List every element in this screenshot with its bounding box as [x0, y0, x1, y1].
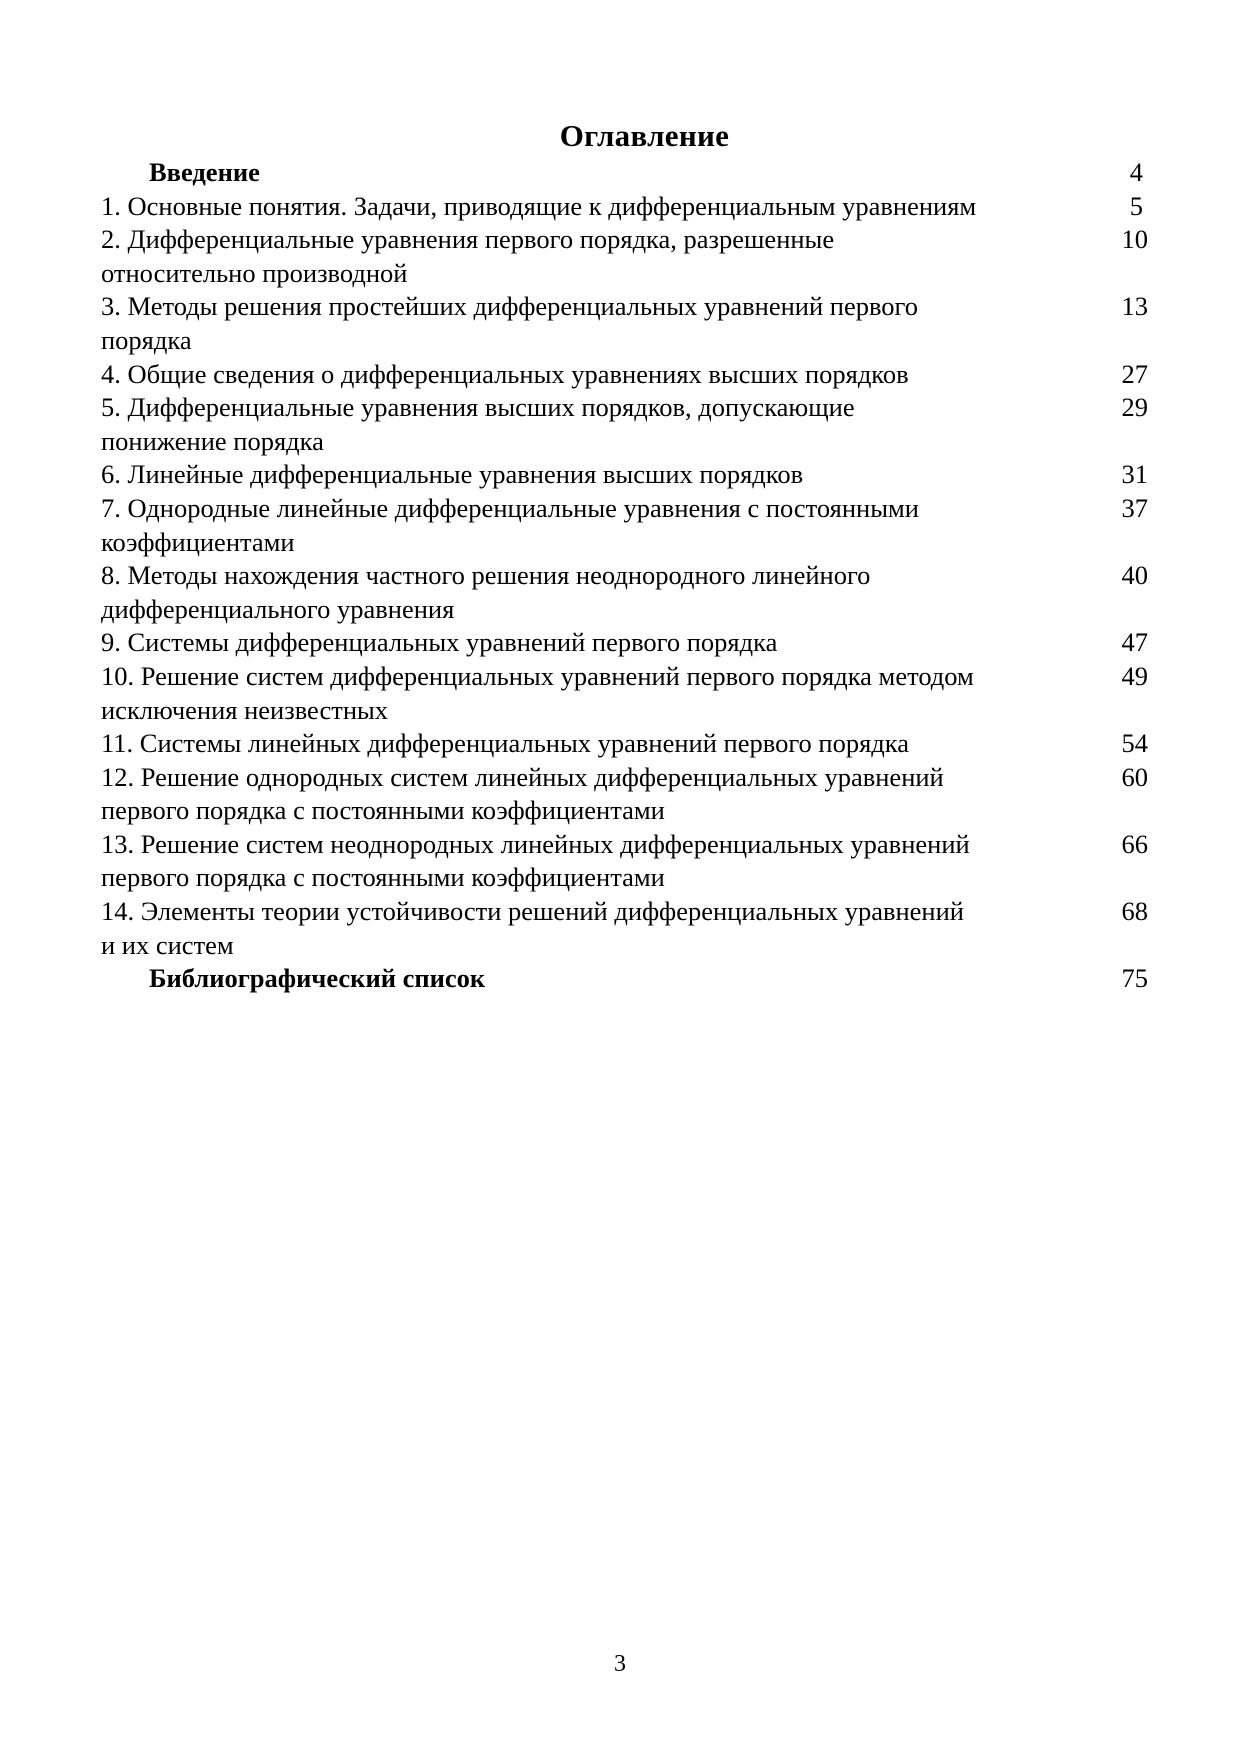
toc-entry-8 [0, 559, 1240, 626]
toc-entry-title: 5. Дифференциальные уравнения высших порядков, допускающие понижение порядка [101, 392, 855, 456]
toc-entry-title: 6. Линейные дифференциальные уравнения высших порядков [101, 459, 804, 490]
toc-entry-5 [0, 391, 1240, 458]
toc-entry-page: 31 [1121, 459, 1148, 490]
toc-entry-1 [0, 190, 1240, 224]
toc-entry-title: 7. Однородные линейные дифференциальные уравнения с постоянными коэффициентами [101, 492, 919, 557]
toc-list [0, 156, 1240, 996]
toc-entry-11 [0, 727, 1240, 761]
toc-entry-page: 75 [1121, 963, 1148, 994]
toc-entry-page: 40 [1121, 560, 1148, 591]
toc-entry-page: 54 [1121, 728, 1148, 759]
toc-entry-page: 49 [1121, 660, 1148, 691]
toc-entry-3 [0, 290, 1240, 357]
toc-entry-bibliography [0, 962, 1240, 996]
toc-entry-title: 11. Системы линейных дифференциальных уравнений первого порядка [101, 728, 909, 759]
toc-entry-page: 66 [1121, 828, 1148, 859]
toc-entry-page: 10 [1121, 224, 1148, 255]
toc-entry-6 [0, 458, 1240, 492]
toc-entry-13 [0, 828, 1240, 895]
toc-entry-10 [0, 660, 1240, 727]
toc-entry-title: 1. Основные понятия. Задачи, приводящие к дифференциальным уравнениям [101, 190, 977, 221]
toc-entry-title: 12. Решение однородных систем линейных дифференциальных уравнений первого порядка с постоянными коэффициентами [101, 761, 944, 826]
toc-entry-page: 68 [1121, 896, 1148, 927]
toc-entry-page: 29 [1121, 392, 1148, 423]
toc-entry-2 [0, 223, 1240, 290]
toc-entry-14 [0, 895, 1240, 962]
toc-entry-title: 4. Общие сведения о дифференциальных уравнениях высших порядков [101, 358, 909, 389]
toc-entry-page: 4 [1129, 157, 1143, 187]
toc-entry-title: 8. Методы нахождения частного решения неоднородного линейного дифференциального уравнения [101, 560, 871, 624]
toc-entry-page: 47 [1121, 627, 1148, 658]
toc-entry-title: Библиографический список [149, 963, 486, 994]
toc-entry-title: 2. Дифференциальные уравнения первого порядка, разрешенные относительно производной [101, 224, 835, 288]
toc-entry-title: Введение [149, 157, 260, 187]
toc-entry-title: 3. Методы решения простейших дифференциальных уравнений первого порядка [101, 291, 919, 355]
toc-entry-title: 10. Решение систем дифференциальных уравнений первого порядка методом исключения неизвестных [101, 660, 974, 725]
toc-title: Оглавление [559, 118, 730, 153]
toc-entry-title: 13. Решение систем неоднородных линейных дифференциальных уравнений первого порядка с постоянными коэффициентами [101, 828, 970, 893]
toc-entry-page: 5 [1129, 190, 1143, 221]
toc-entry-page: 27 [1121, 358, 1148, 389]
toc-entry-title: 9. Системы дифференциальных уравнений первого порядка [101, 627, 778, 658]
toc-entry-page: 60 [1121, 761, 1148, 792]
toc-entry-title: 14. Элементы теории устойчивости решений дифференциальных уравнений и их систем [101, 896, 964, 960]
page-number: 3 [614, 1651, 626, 1677]
toc-entry-12 [0, 761, 1240, 828]
toc-entry-4 [0, 358, 1240, 392]
toc-entry-page: 37 [1121, 492, 1148, 523]
toc-entry-introduction [0, 156, 1240, 190]
toc-entry-9 [0, 626, 1240, 660]
toc-entry-7 [0, 492, 1240, 559]
toc-entry-page: 13 [1121, 291, 1148, 322]
